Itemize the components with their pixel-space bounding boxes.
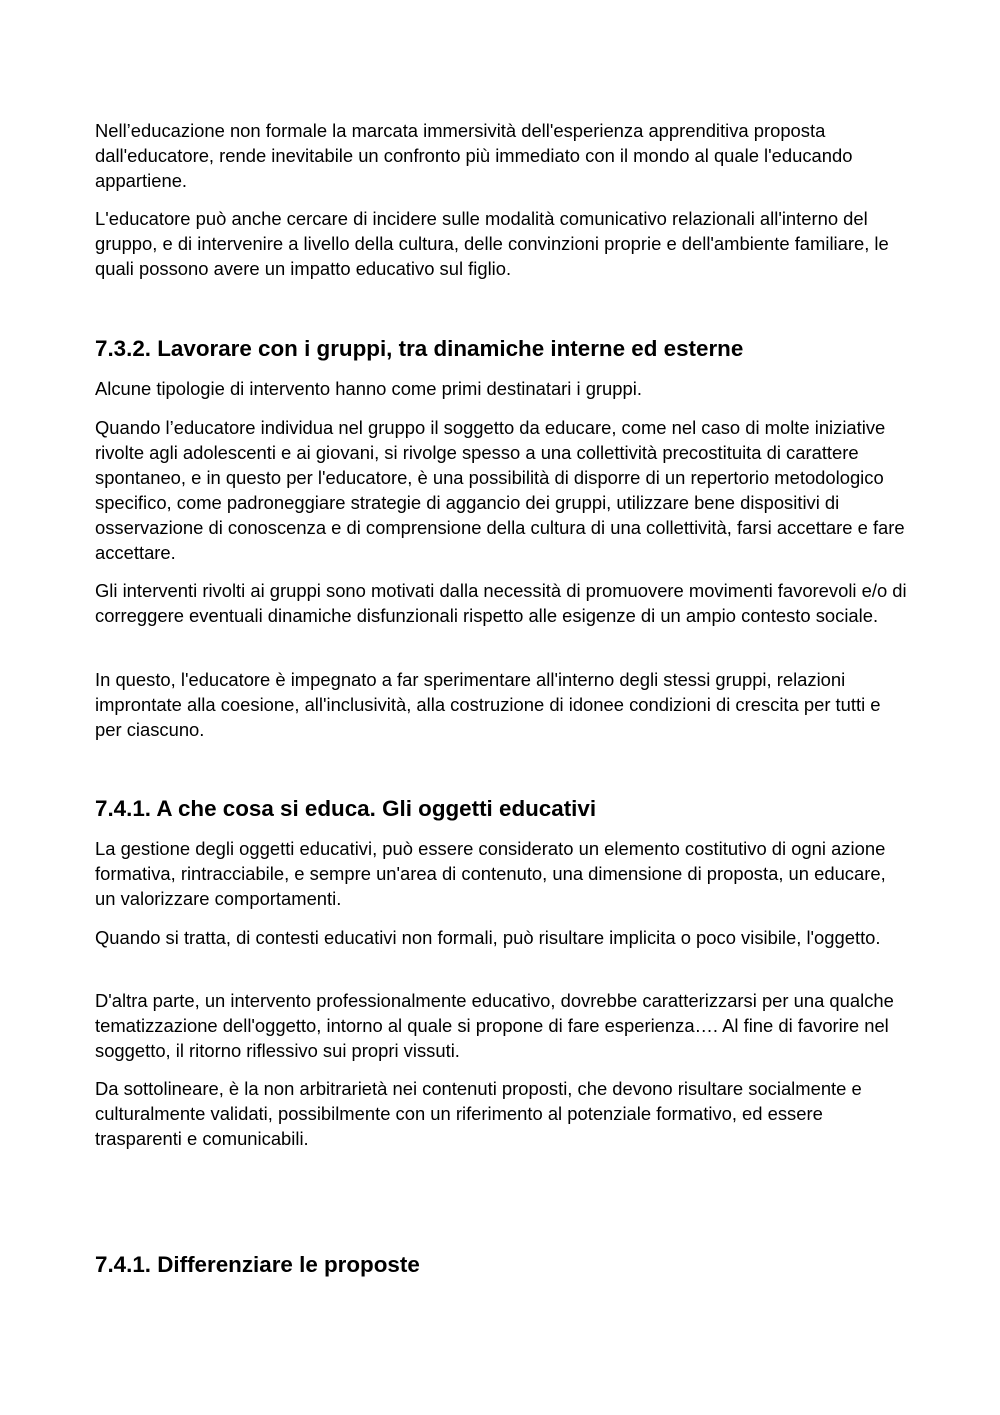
section-heading: 7.4.1. A che cosa si educa. Gli oggetti educativi	[95, 796, 597, 821]
paragraph: Alcune tipologie di intervento hanno come primi destinatari i gruppi.	[95, 378, 642, 399]
section-heading: 7.3.2. Lavorare con i gruppi, tra dinamiche interne ed esterne	[95, 336, 744, 361]
paragraph: Quando si tratta, di contesti educativi non formali, può risultare implicita o poco visibile, l'oggetto.	[95, 927, 881, 948]
section-heading: 7.4.1. Differenziare le proposte	[95, 1252, 420, 1277]
paragraph: Nell’educazione non formale la marcata immersività dell'esperienza apprenditiva proposta dall'educatore, rende inevitabile un confronto più immediato con il mondo al quale l'educando appartiene.	[95, 120, 853, 191]
paragraph: La gestione degli oggetti educativi, può essere considerato un elemento costitutivo di ogni azione formativa, rintracciabile, e sempre un'area di contenuto, una dimensione di proposta, un educare, un valorizzare comportamenti.	[95, 838, 886, 909]
paragraph: In questo, l'educatore è impegnato a far sperimentare all'interno degli stessi gruppi, relazioni improntate alla coesione, all'inclusività, alla costruzione di idonee condizioni di crescita per tutti e per ciascuno.	[95, 669, 881, 740]
paragraph: Gli interventi rivolti ai gruppi sono motivati dalla necessità di promuovere movimenti favorevoli e/o di correggere eventuali dinamiche disfunzionali rispetto alle esigenze di un ampio contesto sociale.	[95, 580, 907, 626]
paragraph: L'educatore può anche cercare di incidere sulle modalità comunicativo relazionali all'interno del gruppo, e di intervenire a livello della cultura, delle convinzioni proprie e dell'ambiente familiare, le quali possono avere un impatto educativo sul figlio.	[95, 208, 889, 279]
paragraph: D'altra parte, un intervento professionalmente educativo, dovrebbe caratterizzarsi per una qualche tematizzazione dell'oggetto, intorno al quale si propone di fare esperienza…. Al fine di favorire nel soggetto, il ritorno riflessivo sui propri vissuti.	[95, 990, 894, 1061]
paragraph: Quando l’educatore individua nel gruppo il soggetto da educare, come nel caso di molte iniziative rivolte agli adolescenti e ai giovani, si rivolge spesso a una collettività precostituita di carattere spontaneo, e in questo per l'educatore, è una possibilità di disporre di un repertorio metodologico specifico, come padroneggiare strategie di aggancio dei gruppi, utilizzare bene dispositivi di osservazione di conoscenza e di comprensione della cultura di una collettività, farsi accettare e fare accettare.	[95, 417, 905, 563]
paragraph: Da sottolineare, è la non arbitrarietà nei contenuti proposti, che devono risultare socialmente e culturalmente validati, possibilmente con un riferimento al potenziale formativo, ed essere trasparenti e comunicabili.	[95, 1078, 862, 1149]
